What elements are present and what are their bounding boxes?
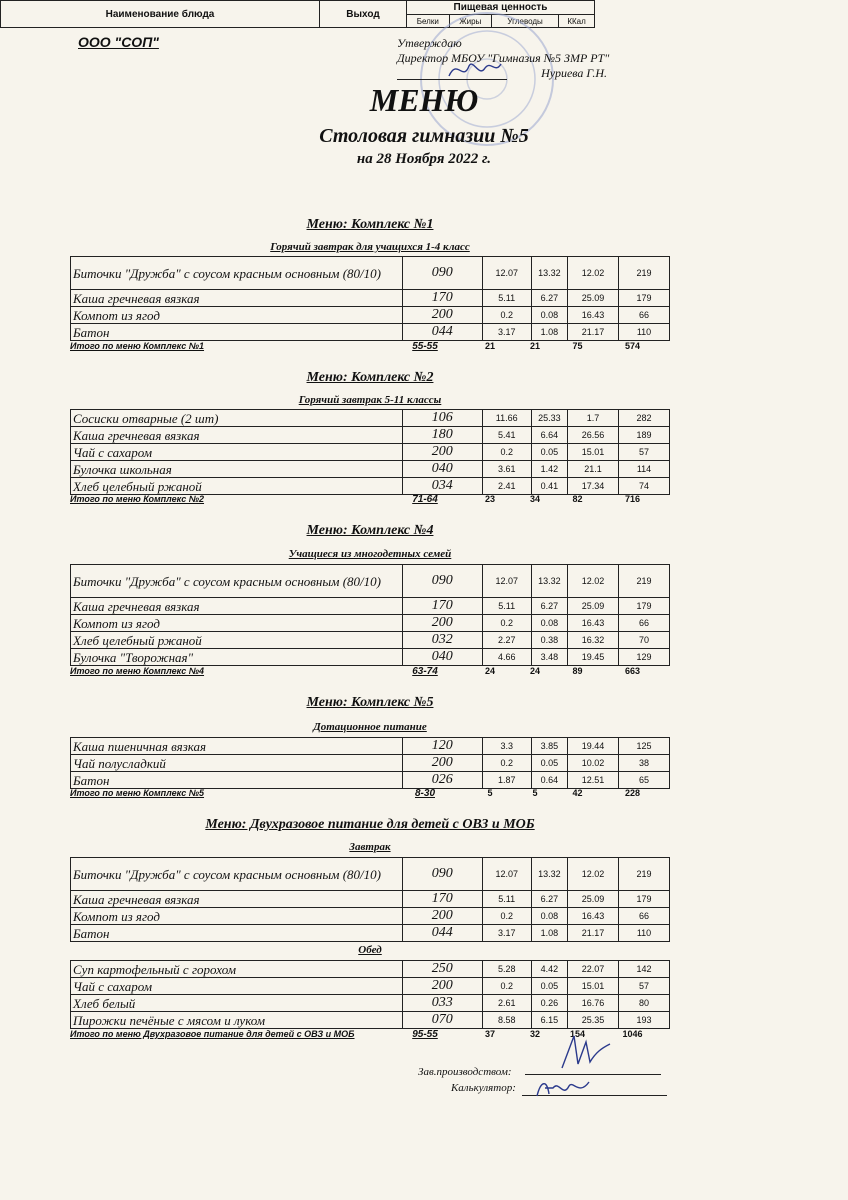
dish-name: Суп картофельный с горохом	[71, 961, 403, 978]
dish-carbs: 26.56	[568, 427, 619, 444]
production-signature	[556, 1028, 616, 1078]
dish-output: 040	[402, 461, 482, 478]
approval-name: Нуриева Г.Н.	[541, 66, 607, 80]
table-row	[71, 307, 670, 324]
dish-output: 170	[402, 891, 482, 908]
dish-kcal: 57	[619, 978, 670, 995]
dish-output: 090	[402, 858, 482, 891]
section-subtitle: Дотационное питание	[313, 721, 427, 733]
dish-carbs: 25.09	[568, 598, 619, 615]
total-kcal: 228	[624, 788, 641, 798]
dish-output: 170	[402, 290, 482, 307]
menu-table	[70, 564, 670, 666]
dish-name: Каша гречневая вязкая	[71, 891, 403, 908]
dish-kcal: 179	[619, 891, 670, 908]
dish-name: Компот из ягод	[71, 908, 403, 925]
total-fats: 21	[529, 341, 540, 351]
dish-fats: 13.32	[531, 565, 567, 598]
dish-proteins: 8.58	[482, 1012, 531, 1029]
dish-fats: 0.26	[531, 995, 567, 1012]
dish-kcal: 282	[619, 410, 670, 427]
table-row	[71, 290, 670, 307]
dish-carbs: 1.7	[568, 410, 619, 427]
dish-fats: 0.05	[531, 444, 567, 461]
total-output: 95-55	[412, 1029, 438, 1040]
dish-output: 200	[402, 908, 482, 925]
dish-output: 250	[402, 961, 482, 978]
calculator-signature	[533, 1076, 593, 1102]
dish-proteins: 2.61	[482, 995, 531, 1012]
dish-name: Пирожки печёные с мясом и луком	[71, 1012, 403, 1029]
section-title: Меню: Комплекс №1	[306, 217, 434, 232]
dish-fats: 0.38	[531, 632, 567, 649]
table-row	[71, 324, 670, 341]
dish-fats: 3.48	[531, 649, 567, 666]
dish-name: Батон	[71, 324, 403, 341]
dish-carbs: 19.44	[568, 738, 619, 755]
dish-proteins: 0.2	[482, 908, 531, 925]
total-proteins: 23	[484, 494, 495, 504]
dish-proteins: 12.07	[482, 858, 531, 891]
header-fats: Жиры	[449, 15, 492, 28]
table-row	[71, 257, 670, 290]
table-row	[71, 410, 670, 427]
dish-output: 026	[402, 772, 482, 789]
dish-proteins: 4.66	[482, 649, 531, 666]
dish-output: 180	[402, 427, 482, 444]
dish-name: Булочка "Творожная"	[71, 649, 403, 666]
dish-fats: 0.08	[531, 615, 567, 632]
table-row	[71, 858, 670, 891]
dish-kcal: 110	[619, 925, 670, 942]
dish-proteins: 5.11	[482, 598, 531, 615]
dish-name: Компот из ягод	[71, 307, 403, 324]
total-label: Итого по меню Двухразовое питание для детей с ОВЗ и МОБ	[70, 1029, 355, 1039]
dish-carbs: 12.02	[568, 858, 619, 891]
section-title: Меню: Комплекс №5	[306, 695, 434, 710]
section-subtitle: Обед	[358, 944, 382, 956]
dish-carbs: 17.34	[568, 478, 619, 495]
dish-kcal: 66	[619, 908, 670, 925]
dish-fats: 6.27	[531, 290, 567, 307]
dish-carbs: 15.01	[568, 444, 619, 461]
dish-output: 120	[402, 738, 482, 755]
calculator-label: Калькулятор:	[451, 1082, 516, 1094]
dish-proteins: 5.28	[482, 961, 531, 978]
dish-name: Булочка школьная	[71, 461, 403, 478]
dish-output: 200	[402, 978, 482, 995]
production-label: Зав.производством:	[418, 1066, 512, 1078]
section-subtitle: Горячий завтрак для учащихся 1-4 класс	[270, 241, 470, 253]
table-row	[71, 961, 670, 978]
dish-output: 034	[402, 478, 482, 495]
section-subtitle: Завтрак	[349, 841, 391, 853]
dish-name: Хлеб белый	[71, 995, 403, 1012]
dish-output: 200	[402, 615, 482, 632]
dish-carbs: 12.02	[568, 565, 619, 598]
dish-output: 044	[402, 925, 482, 942]
total-label: Итого по меню Комплекс №5	[70, 788, 205, 798]
table-row	[71, 891, 670, 908]
dish-kcal: 38	[619, 755, 670, 772]
dish-kcal: 125	[619, 738, 670, 755]
dish-fats: 0.41	[531, 478, 567, 495]
dish-proteins: 11.66	[482, 410, 531, 427]
total-carbs: 82	[572, 494, 583, 504]
header-kcal: ККал	[559, 15, 595, 28]
dish-proteins: 0.2	[482, 615, 531, 632]
dish-name: Каша гречневая вязкая	[71, 427, 403, 444]
header-carbs: Углеводы	[492, 15, 559, 28]
table-row	[71, 995, 670, 1012]
dish-proteins: 0.2	[482, 978, 531, 995]
dish-kcal: 114	[619, 461, 670, 478]
section-title: Меню: Двухразовое питание для детей с ОВЗ и МОБ	[205, 817, 535, 832]
dish-carbs: 12.51	[568, 772, 619, 789]
total-proteins: 5	[487, 788, 493, 798]
menu-table	[70, 737, 670, 789]
menu-table	[70, 960, 670, 1029]
dish-kcal: 70	[619, 632, 670, 649]
total-label: Итого по меню Комплекс №1	[70, 341, 205, 351]
approval-line2: Директор МБОУ "Гимназия №5 ЗМР РТ"	[397, 51, 610, 65]
dish-carbs: 25.35	[568, 1012, 619, 1029]
table-row	[71, 1012, 670, 1029]
total-row	[70, 788, 670, 801]
dish-carbs: 16.43	[568, 615, 619, 632]
dish-proteins: 2.41	[482, 478, 531, 495]
dish-output: 200	[402, 444, 482, 461]
dish-kcal: 80	[619, 995, 670, 1012]
dish-kcal: 179	[619, 598, 670, 615]
director-signature	[445, 56, 505, 84]
dish-proteins: 3.3	[482, 738, 531, 755]
dish-fats: 13.32	[531, 257, 567, 290]
total-label: Итого по меню Комплекс №2	[70, 494, 205, 504]
header-dish: Наименование блюда	[1, 1, 320, 28]
dish-kcal: 193	[619, 1012, 670, 1029]
dish-proteins: 5.11	[482, 290, 531, 307]
dish-fats: 0.64	[531, 772, 567, 789]
page-subtitle: Столовая гимназии №5	[319, 125, 529, 147]
dish-kcal: 189	[619, 427, 670, 444]
dish-output: 200	[402, 755, 482, 772]
dish-name: Чай с сахаром	[71, 978, 403, 995]
dish-output: 044	[402, 324, 482, 341]
dish-kcal: 219	[619, 858, 670, 891]
dish-name: Компот из ягод	[71, 615, 403, 632]
menu-table	[70, 256, 670, 341]
dish-kcal: 219	[619, 565, 670, 598]
dish-proteins: 0.2	[482, 444, 531, 461]
approval-block	[397, 36, 627, 81]
dish-fats: 1.08	[531, 324, 567, 341]
dish-carbs: 21.1	[568, 461, 619, 478]
dish-name: Каша гречневая вязкая	[71, 598, 403, 615]
header-proteins: Белки	[407, 15, 450, 28]
dish-kcal: 74	[619, 478, 670, 495]
dish-output: 200	[402, 307, 482, 324]
menu-table	[70, 409, 670, 495]
dish-fats: 1.08	[531, 925, 567, 942]
dish-kcal: 219	[619, 257, 670, 290]
dish-name: Каша гречневая вязкая	[71, 290, 403, 307]
total-carbs: 154	[569, 1029, 586, 1039]
dish-carbs: 19.45	[568, 649, 619, 666]
dish-carbs: 22.07	[568, 961, 619, 978]
dish-carbs: 12.02	[568, 257, 619, 290]
approval-line1: Утверждаю	[397, 36, 462, 50]
dish-name: Хлеб целебный ржаной	[71, 478, 403, 495]
total-carbs: 42	[572, 788, 583, 798]
dish-output: 033	[402, 995, 482, 1012]
table-row	[71, 738, 670, 755]
dish-carbs: 16.76	[568, 995, 619, 1012]
dish-carbs: 21.17	[568, 925, 619, 942]
dish-name: Чай полусладкий	[71, 755, 403, 772]
dish-fats: 0.08	[531, 307, 567, 324]
section-subtitle: Горячий завтрак 5-11 классы	[298, 394, 442, 406]
dish-carbs: 25.09	[568, 290, 619, 307]
dish-carbs: 25.09	[568, 891, 619, 908]
dish-name: Батон	[71, 772, 403, 789]
total-fats: 32	[529, 1029, 540, 1039]
menu-table	[70, 857, 670, 942]
table-row	[71, 772, 670, 789]
dish-name: Сосиски отварные (2 шт)	[71, 410, 403, 427]
dish-fats: 6.15	[531, 1012, 567, 1029]
dish-name: Хлеб целебный ржаной	[71, 632, 403, 649]
dish-name: Биточки "Дружба" с соусом красным основным (80/10)	[71, 257, 403, 290]
dish-kcal: 142	[619, 961, 670, 978]
total-proteins: 37	[484, 1029, 495, 1039]
dish-output: 106	[402, 410, 482, 427]
dish-proteins: 2.27	[482, 632, 531, 649]
dish-name: Каша пшеничная вязкая	[71, 738, 403, 755]
dish-kcal: 66	[619, 615, 670, 632]
table-row	[71, 461, 670, 478]
dish-proteins: 1.87	[482, 772, 531, 789]
dish-carbs: 16.43	[568, 307, 619, 324]
table-row	[71, 908, 670, 925]
total-proteins: 21	[484, 341, 495, 351]
dish-kcal: 65	[619, 772, 670, 789]
company-name: ООО "СОП"	[78, 34, 159, 50]
dish-fats: 6.27	[531, 598, 567, 615]
total-row	[70, 494, 670, 507]
total-label: Итого по меню Комплекс №4	[70, 666, 205, 676]
table-row	[71, 755, 670, 772]
page-title: МЕНЮ	[369, 82, 479, 118]
dish-fats: 0.08	[531, 908, 567, 925]
table-row	[71, 978, 670, 995]
total-kcal: 663	[624, 666, 641, 676]
dish-carbs: 16.43	[568, 908, 619, 925]
dish-proteins: 5.41	[482, 427, 531, 444]
dish-output: 040	[402, 649, 482, 666]
table-row	[71, 632, 670, 649]
table-row	[71, 565, 670, 598]
dish-fats: 6.64	[531, 427, 567, 444]
dish-name: Чай с сахаром	[71, 444, 403, 461]
table-row	[71, 478, 670, 495]
total-fats: 5	[532, 788, 538, 798]
total-kcal: 574	[624, 341, 641, 351]
dish-kcal: 66	[619, 307, 670, 324]
dish-name: Батон	[71, 925, 403, 942]
total-carbs: 75	[572, 341, 583, 351]
dish-output: 070	[402, 1012, 482, 1029]
table-row	[71, 615, 670, 632]
dish-output: 170	[402, 598, 482, 615]
total-carbs: 89	[572, 666, 583, 676]
dish-kcal: 57	[619, 444, 670, 461]
dish-fats: 13.32	[531, 858, 567, 891]
table-row	[71, 427, 670, 444]
dish-kcal: 179	[619, 290, 670, 307]
section-title: Меню: Комплекс №2	[306, 370, 434, 385]
total-proteins: 24	[484, 666, 495, 676]
dish-proteins: 12.07	[482, 257, 531, 290]
dish-proteins: 3.17	[482, 324, 531, 341]
dish-fats: 0.05	[531, 978, 567, 995]
dish-proteins: 3.61	[482, 461, 531, 478]
total-fats: 24	[529, 666, 540, 676]
dish-fats: 0.05	[531, 755, 567, 772]
total-fats: 34	[529, 494, 540, 504]
dish-fats: 6.27	[531, 891, 567, 908]
header-output: Выход	[320, 1, 407, 28]
table-row	[71, 598, 670, 615]
dish-proteins: 0.2	[482, 307, 531, 324]
dish-fats: 4.42	[531, 961, 567, 978]
section-title: Меню: Комплекс №4	[306, 523, 434, 538]
dish-output: 090	[402, 257, 482, 290]
table-row	[71, 444, 670, 461]
total-kcal: 716	[624, 494, 641, 504]
dish-carbs: 21.17	[568, 324, 619, 341]
dish-kcal: 129	[619, 649, 670, 666]
dish-fats: 3.85	[531, 738, 567, 755]
dish-name: Биточки "Дружба" с соусом красным основным (80/10)	[71, 565, 403, 598]
dish-kcal: 110	[619, 324, 670, 341]
dish-carbs: 15.01	[568, 978, 619, 995]
total-output: 71-64	[412, 494, 438, 505]
dish-output: 090	[402, 565, 482, 598]
dish-fats: 1.42	[531, 461, 567, 478]
total-row	[70, 341, 670, 354]
total-output: 63-74	[412, 666, 438, 677]
total-output: 8-30	[414, 788, 435, 799]
dish-proteins: 5.11	[482, 891, 531, 908]
dish-carbs: 16.32	[568, 632, 619, 649]
dish-proteins: 3.17	[482, 925, 531, 942]
dish-proteins: 12.07	[482, 565, 531, 598]
total-row	[70, 666, 670, 679]
dish-output: 032	[402, 632, 482, 649]
table-row	[71, 649, 670, 666]
section-subtitle: Учащиеся из многодетных семей	[288, 548, 452, 560]
table-row	[71, 925, 670, 942]
menu-date: на 28 Ноября 2022 г.	[356, 151, 492, 167]
dish-carbs: 10.02	[568, 755, 619, 772]
dish-proteins: 0.2	[482, 755, 531, 772]
dish-name: Биточки "Дружба" с соусом красным основным (80/10)	[71, 858, 403, 891]
total-output: 55-55	[412, 341, 438, 352]
total-kcal: 1046	[622, 1029, 643, 1039]
header-nutrition: Пищевая ценность	[407, 1, 595, 15]
dish-fats: 25.33	[531, 410, 567, 427]
